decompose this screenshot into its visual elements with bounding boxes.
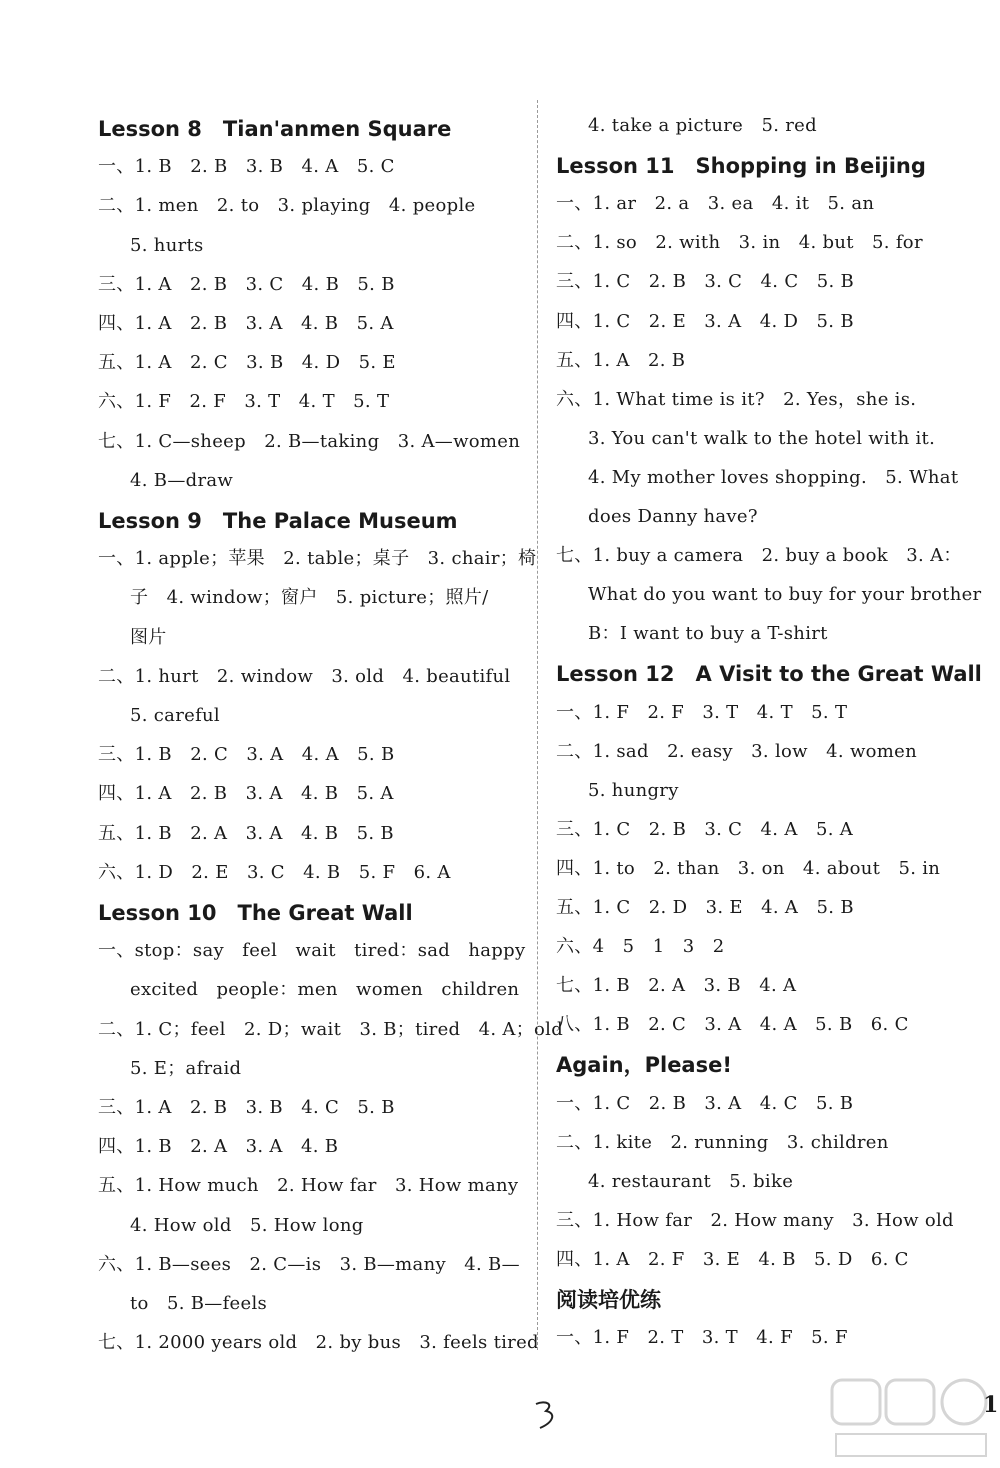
lesson-heading: Lesson 10 The Great Wall bbox=[98, 901, 413, 925]
answer-line: 二、1. so 2. with 3. in 4. but 5. for bbox=[556, 232, 923, 254]
answer-line: 五、1. B 2. A 3. A 4. B 5. B bbox=[98, 822, 394, 844]
answer-line: 五、1. A 2. C 3. B 4. D 5. E bbox=[98, 352, 396, 374]
answer-line: 四、1. A 2. B 3. A 4. B 5. A bbox=[98, 313, 394, 334]
answer-line: 一、stop：say feel wait tired：sad happy bbox=[98, 940, 526, 962]
answer-line: 三、1. B 2. C 3. A 4. A 5. B bbox=[98, 744, 395, 766]
answer-line: 4. How old 5. How long bbox=[130, 1214, 364, 1236]
answer-line: 三、1. C 2. B 3. C 4. A 5. A bbox=[556, 818, 854, 840]
answer-line: 4. restaurant 5. bike bbox=[588, 1170, 794, 1192]
answer-line: 二、1. hurt 2. window 3. old 4. beautiful bbox=[98, 665, 511, 687]
answer-line: 二、1. sad 2. easy 3. low 4. women bbox=[556, 740, 918, 762]
lesson-heading: 阅读培优练 bbox=[556, 1288, 661, 1312]
lesson-heading: Lesson 11 Shopping in Beijing bbox=[556, 154, 926, 179]
answer-line: 三、1. C 2. B 3. C 4. C 5. B bbox=[556, 271, 855, 293]
answer-line: 一、1. C 2. B 3. A 4. C 5. B bbox=[556, 1092, 854, 1114]
lesson-heading: Lesson 12 A Visit to the Great Wall bbox=[556, 662, 982, 687]
answer-line: 一、1. B 2. B 3. B 4. A 5. C bbox=[98, 156, 395, 178]
answer-line: 5. hurts bbox=[130, 234, 204, 256]
answer-line: 七、1. C—sheep 2. B—taking 3. A—women bbox=[98, 430, 521, 452]
answer-line: 5. hungry bbox=[588, 779, 679, 801]
answer-line: 三、1. A 2. B 3. B 4. C 5. B bbox=[98, 1097, 395, 1118]
answer-line: 七、1. buy a camera 2. buy a book 3. A： bbox=[556, 545, 962, 567]
answer-line: 二、1. men 2. to 3. playing 4. people bbox=[98, 195, 476, 217]
answer-line: 五、1. A 2. B bbox=[556, 349, 686, 371]
lesson-heading: Again，Please! bbox=[556, 1053, 732, 1078]
answer-line: does Danny have? bbox=[588, 506, 758, 527]
answer-line: B：I want to buy a T-shirt bbox=[588, 623, 828, 645]
lesson-heading: Lesson 8 Tian'anmen Square bbox=[98, 117, 452, 141]
answer-line: 四、1. B 2. A 3. A 4. B bbox=[98, 1136, 339, 1158]
answer-line: 一、1. ar 2. a 3. ea 4. it 5. an bbox=[556, 193, 875, 215]
answer-line: to 5. B—feels bbox=[130, 1293, 268, 1314]
answer-line: 二、1. C；feel 2. D；wait 3. B；tired 4. A；old bbox=[98, 1018, 564, 1040]
answer-line: 六、1. D 2. E 3. C 4. B 5. F 6. A bbox=[98, 861, 451, 883]
answer-line: 三、1. A 2. B 3. C 4. B 5. B bbox=[98, 273, 395, 295]
answer-line: 图片 bbox=[130, 626, 167, 648]
answer-line: 3. You can't walk to the hotel with it. bbox=[588, 427, 936, 449]
answer-line: 4. take a picture 5. red bbox=[588, 115, 817, 136]
answer-line: 四、1. C 2. E 3. A 4. D 5. B bbox=[556, 310, 854, 332]
answer-line: 二、1. kite 2. running 3. children bbox=[556, 1131, 889, 1153]
answer-line: 四、1. A 2. F 3. E 4. B 5. D 6. C bbox=[556, 1248, 909, 1270]
page-number: 1 bbox=[983, 1392, 999, 1418]
answer-line: 六、4 5 1 3 2 bbox=[556, 936, 725, 958]
answer-line: 一、1. F 2. F 3. T 4. T 5. T bbox=[556, 701, 848, 723]
answer-line: 5. careful bbox=[130, 705, 220, 726]
answer-line: 七、1. B 2. A 3. B 4. A bbox=[556, 975, 797, 997]
answer-line: 四、1. A 2. B 3. A 4. B 5. A bbox=[98, 783, 394, 805]
column-divider bbox=[537, 100, 538, 1350]
answer-line: 六、1. What time is it? 2. Yes，she is. bbox=[556, 388, 917, 410]
answer-line: 六、1. B—sees 2. C—is 3. B—many 4. B— bbox=[98, 1253, 520, 1275]
answer-line: 六、1. F 2. F 3. T 4. T 5. T bbox=[98, 391, 390, 413]
answer-line: 子 4. window；窗户 5. picture；照片/ bbox=[130, 587, 489, 609]
watermark-logo-icon bbox=[826, 1376, 999, 1466]
answer-line: 一、1. apple；苹果 2. table；桌子 3. chair；椅 bbox=[98, 548, 537, 570]
answer-line: excited people：men women children bbox=[130, 979, 520, 1001]
answer-line: 4. My mother loves shopping. 5. What bbox=[588, 466, 959, 488]
handwritten-mark-icon bbox=[528, 1398, 564, 1434]
answer-line: 八、1. B 2. C 3. A 4. A 5. B 6. C bbox=[556, 1014, 909, 1036]
answer-line: 三、1. How far 2. How many 3. How old bbox=[556, 1209, 954, 1231]
answer-line: 5. E；afraid bbox=[130, 1057, 242, 1079]
answer-line: What do you want to buy for your brother bbox=[588, 584, 982, 606]
answer-line: 一、1. F 2. T 3. T 4. F 5. F bbox=[556, 1327, 848, 1349]
answer-line: 4. B—draw bbox=[130, 469, 234, 491]
answer-line: 五、1. C 2. D 3. E 4. A 5. B bbox=[556, 897, 854, 918]
answer-line: 五、1. How much 2. How far 3. How many bbox=[98, 1175, 519, 1197]
answer-line: 四、1. to 2. than 3. on 4. about 5. in bbox=[556, 857, 941, 879]
lesson-heading: Lesson 9 The Palace Museum bbox=[98, 509, 458, 533]
answer-line: 七、1. 2000 years old 2. by bus 3. feels tired bbox=[98, 1332, 539, 1354]
